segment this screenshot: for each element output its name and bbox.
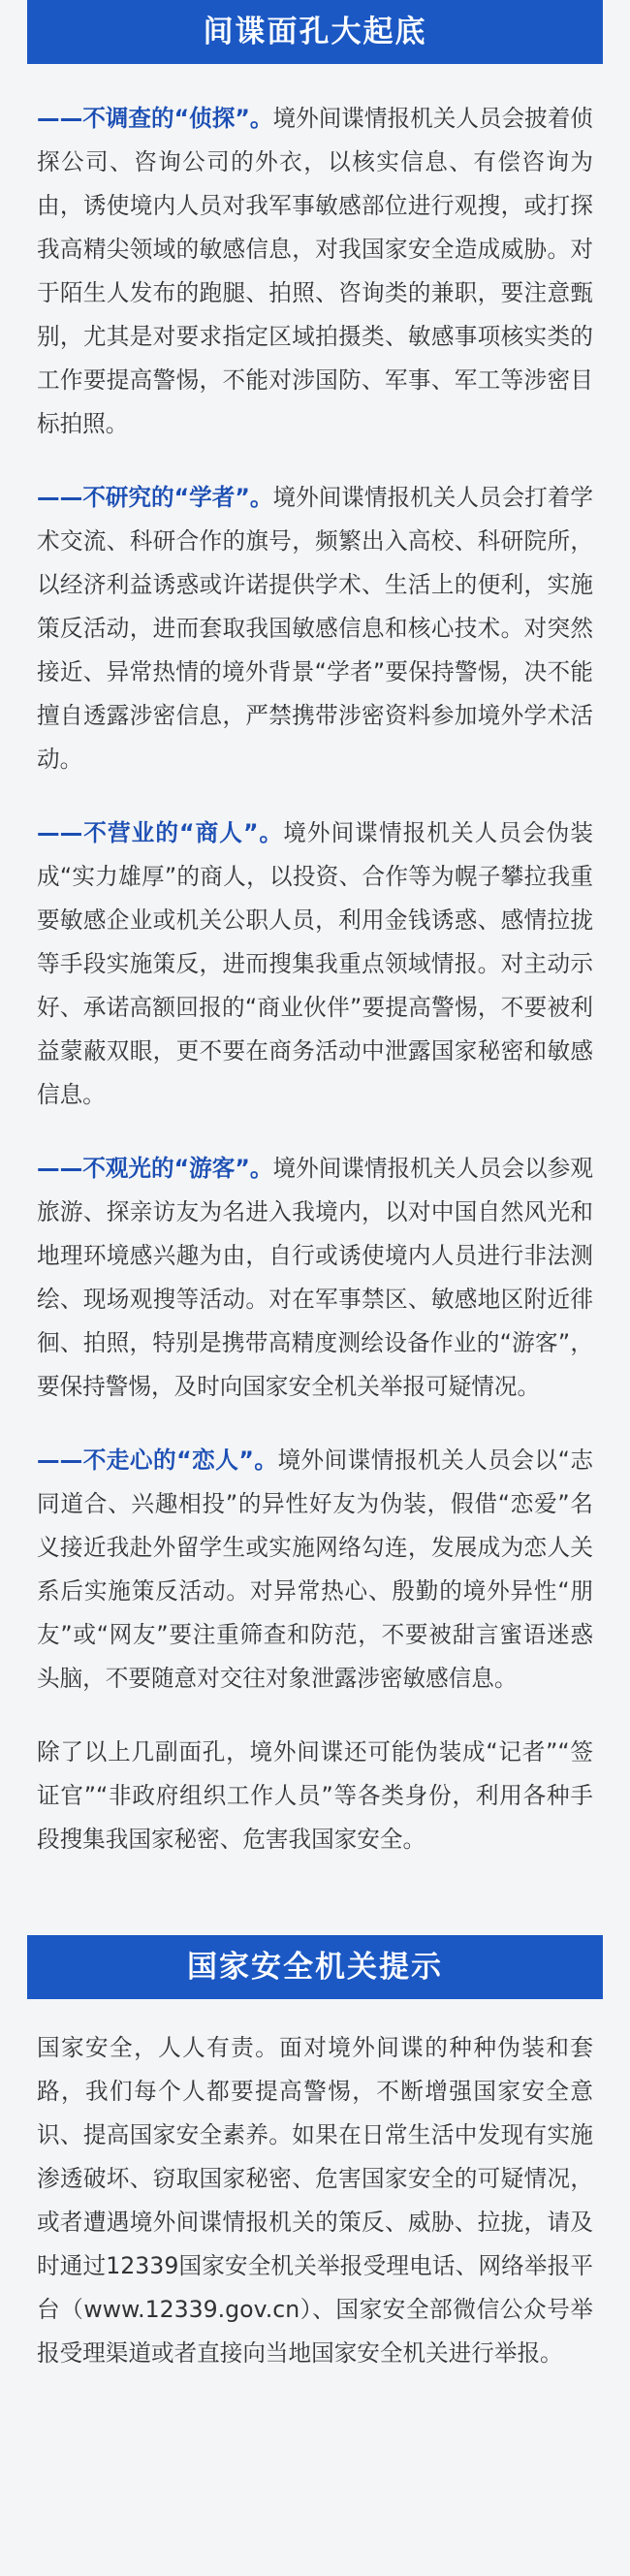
paragraph-closing: 除了以上几副面孔，境外间谍还可能伪装成“记者”“签证官”“非政府组织工作人员”等各类身份，利用各种手段搜集我国家秘密、危害我国家安全。 <box>37 1738 593 1853</box>
paragraph-scholar <box>37 476 593 781</box>
paragraph-text: 境外间谍情报机关人员会伪装成“实力雄厚”的商人，以投资、合作等为幌子攀拉我重要敏感企业或机关公职人员，利用金钱诱惑、感情拉拢等手段实施策反，进而搜集我重点领域情报。对主动示好、承诺高额回报的“商业伙伴”要提高警惕，不要被利益蒙蔽双眼，更不要在商务活动中泄露国家秘密和敏感信息。 <box>37 819 594 1108</box>
paragraph-text: 境外间谍情报机关人员会披着侦探公司、咨询公司的外衣，以核实信息、有偿咨询为由，诱使境内人员对我军事敏感部位进行观搜，或打探我高精尖领域的敏感信息，对我国家安全造成威胁。对于陌生人发布的跑腿、拍照、咨询类的兼职，要注意甄别，尤其是对要求指定区域拍摄类、敏感事项核实类的工作要提高警惕，不能对涉国防、军事、军工等涉密目标拍照。 <box>37 105 593 437</box>
paragraph-tourist <box>37 1147 593 1409</box>
paragraph-text: 境外间谍情报机关人员会以参观旅游、探亲访友为名进入我境内，以对中国自然风光和地理环境感兴趣为由，自行或诱使境内人员进行非法测绘、现场观搜等活动。对在军事禁区、敏感地区附近徘徊、拍照，特别是携带高精度测绘设备作业的“游客”，要保持警惕，及时向国家安全机关举报可疑情况。 <box>37 1155 593 1400</box>
section-body-spy-faces <box>37 97 593 1892</box>
paragraph-reporting: 国家安全，人人有责。面对境外间谍的种种伪装和套路，我们每个人都要提高警惕，不断增强国家安全意识、提高国家安全素养。如果在日常生活中发现有实施渗透破坏、窃取国家秘密、危害国家安全的可疑情况，或者遭遇境外间谍情报机关的策反、威胁、拉拢，请及时通过12339国家安全机关举报受理电话、网络举报平台（www.12339.gov.cn）、国家安全部微信公众号举报受理渠道或者直接向当地国家安全机关进行举报。 <box>37 2034 593 2367</box>
paragraph-lead: ——不调查的“侦探”。 <box>37 105 273 132</box>
section-title-spy-faces: 间谍面孔大起底 <box>27 0 603 64</box>
section-title-security-tips: 国家安全机关提示 <box>27 1935 603 1999</box>
paragraph-lead: ——不观光的“游客”。 <box>37 1155 273 1182</box>
paragraph-lead: ——不研究的“学者”。 <box>37 484 273 511</box>
paragraph-lead: ——不营业的“商人”。 <box>37 819 284 846</box>
paragraph-text: 境外间谍情报机关人员会打着学术交流、科研合作的旗号，频繁出入高校、科研院所，以经济利益诱惑或许诺提供学术、生活上的便利，实施策反活动，进而套取我国敏感信息和核心技术。对突然接近、异常热情的境外背景“学者”要保持警惕，决不能擅自透露涉密信息，严禁携带涉密资料参加境外学术活动。 <box>37 484 593 773</box>
paragraph-lead: ——不走心的“恋人”。 <box>37 1447 278 1474</box>
paragraph-detective <box>37 97 593 446</box>
paragraph-text: 境外间谍情报机关人员会以“志同道合、兴趣相投”的异性好友为伪装，假借“恋爱”名义接近我赴外留学生或实施网络勾连，发展成为恋人关系后实施策反活动。对异常热心、殷勤的境外异性“朋友”或“网友”要注重筛查和防范，不要被甜言蜜语迷惑头脑，不要随意对交往对象泄露涉密敏感信息。 <box>37 1447 593 1692</box>
paragraph-lover <box>37 1439 593 1701</box>
paragraph-merchant <box>37 811 593 1117</box>
section-body-security-tips <box>37 2026 593 2405</box>
